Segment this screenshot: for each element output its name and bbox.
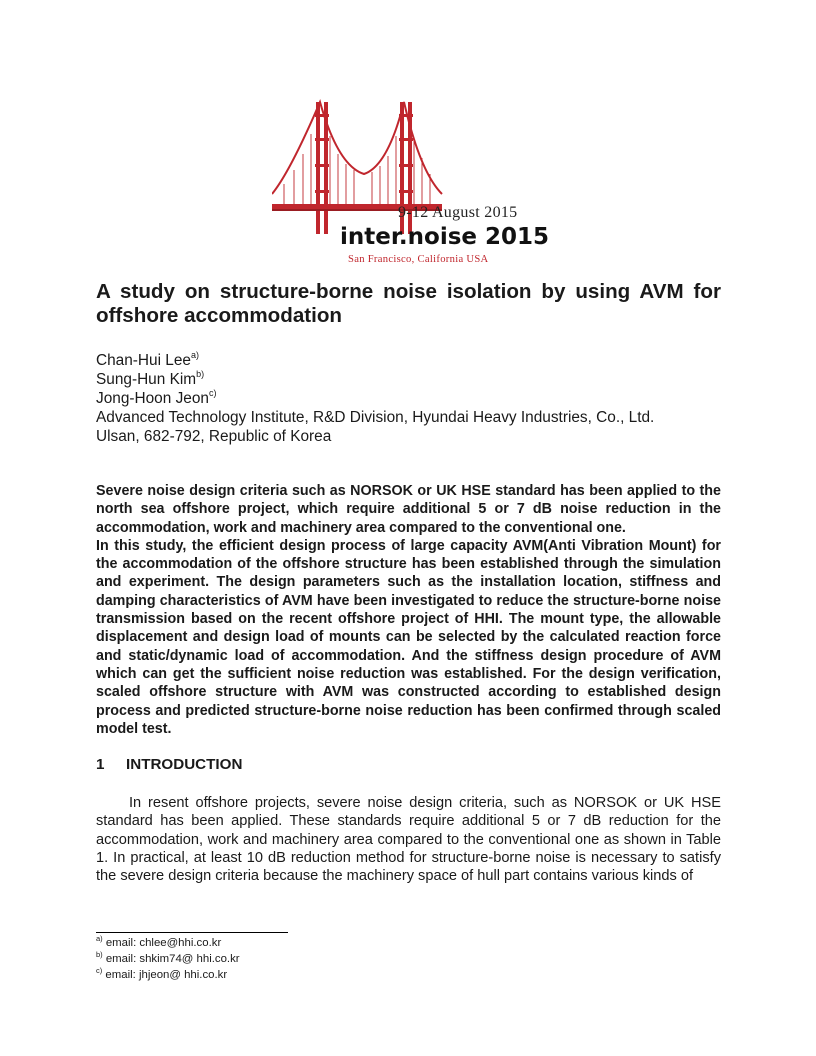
author-name: Sung-Hun Kim [96,371,197,388]
footnote-mark: a) [96,934,103,944]
introduction-paragraph: In resent offshore projects, severe noise design criteria, such as NORSOK or UK HSE standard has been applied. These standards require additional 5 or 7 dB reduction for the accommodation, work and machinery area compared to the conventional one as shown in Table 1. In practical, at least 10 dB reduction method for structure-borne noise is necessary to satisfy the severe design criteria because the machinery space of hull part contains various kinds of [96,795,721,885]
author-mark: c) [208,387,217,398]
footnote-text: email: chlee@hhi.co.kr [105,937,222,949]
abstract-paragraph-2: In this study, the efficient design process of large capacity AVM(Anti Vibration Mount) for the accommodation of the offshore structure has been established through the simulation and experiment. The design parameters such as the installation location, stiffness and damping characteristics of AVM have been investigated to reduce the structure-borne noise transmission based on the recent offshore project of HHI. The mount type, the allowable displacement and design load of mounts can be selected by the calculated reaction force and static/dynamic load of accommodation. And the stiffness design procedure of AVM which can get the sufficient noise reduction was established. For the design verification, scaled offshore structure with AVM was constructed according to established design process and predicted structure-borne noise reduction has been confirmed through scaled model test. [96,537,721,737]
paper-title-line-1: A study on structure-borne noise isolation by using AVM for [96,280,721,303]
section-number: 1 [96,756,105,773]
author-mark: b) [196,368,205,379]
affiliation-line-2: Ulsan, 682-792, Republic of Korea [96,428,332,445]
author-mark: a) [190,349,199,360]
author-name: Jong-Hoon Jeon [96,390,209,407]
conference-logo [272,94,562,266]
section-title: INTRODUCTION [126,756,243,773]
footnote-text: email: jhjeon@ hhi.co.kr [105,969,228,981]
footnote-a [96,934,222,950]
logo-conference-name: inter.noise 2015 [340,224,550,250]
abstract [96,482,721,738]
golden-gate-bridge-icon [272,94,562,266]
abstract-paragraph-1: Severe noise design criteria such as NORSOK or UK HSE standard has been applied to the north sea offshore project, which require additional 5 or 7 dB noise reduction in the accommodation, work and machinery area compared to the conventional one. [96,483,721,536]
section-heading-introduction [96,756,242,773]
author-2 [96,370,204,389]
logo-date: 9-12 August 2015 [398,204,518,221]
author-1 [96,351,199,370]
author-name: Chan-Hui Lee [96,352,191,369]
footnote-mark: b) [96,950,103,960]
paper-title-line-2: offshore accommodation [96,304,343,327]
footnote-mark: c) [96,966,103,976]
author-3 [96,389,216,408]
footnote-text: email: shkim74@ hhi.co.kr [105,953,240,965]
logo-location: San Francisco, California USA [348,254,489,265]
footnote-b [96,950,240,966]
affiliation-line-1: Advanced Technology Institute, R&D Division, Hyundai Heavy Industries, Co., Ltd. [96,409,655,426]
footnote-divider [96,932,288,933]
footnote-c [96,966,228,982]
